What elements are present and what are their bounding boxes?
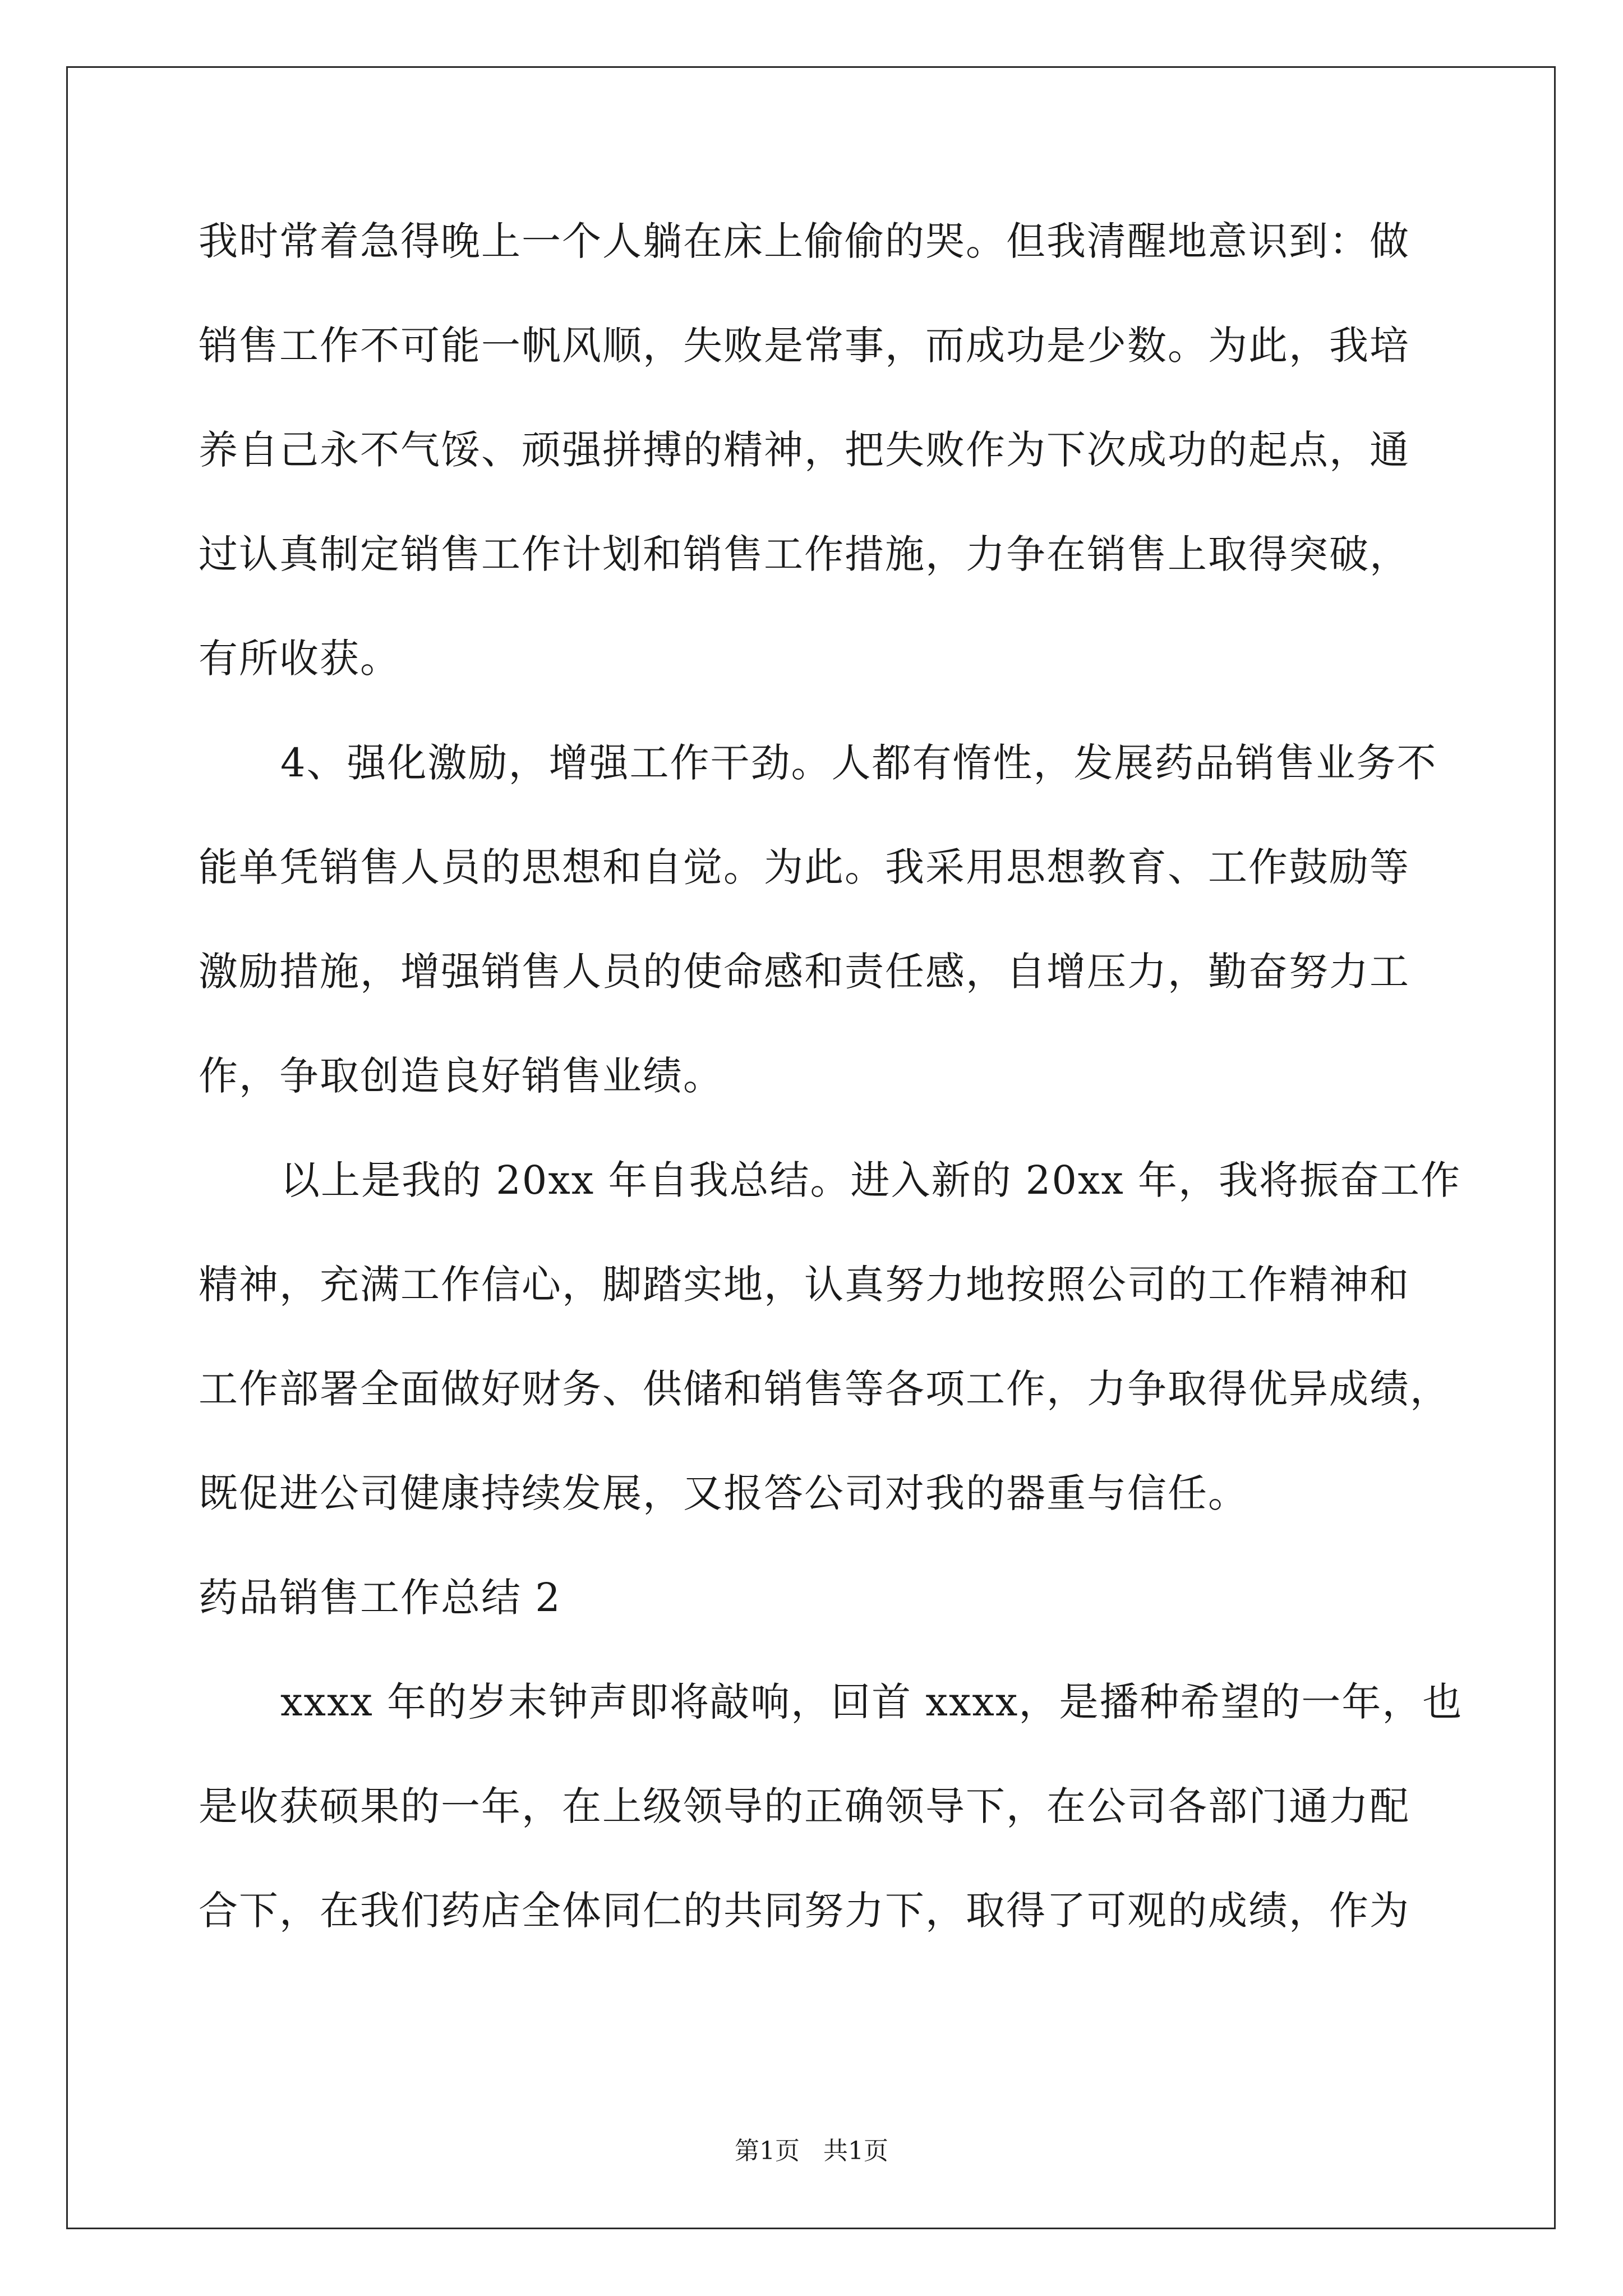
text-line: 以上是我的 20xx 年自我总结。进入新的 20xx 年，我将振奋工作: [280, 1157, 1461, 1203]
text-line: 精神，充满工作信心，脚踏实地，认真努力地按照公司的工作精神和: [199, 1262, 1410, 1308]
text-line: 我时常着急得晚上一个人躺在床上偷偷的哭。但我清醒地意识到：做: [199, 218, 1410, 264]
text-line: 4、强化激励，增强工作干劲。人都有惰性，发展药品销售业务不: [280, 740, 1437, 786]
text-line: xxxx 年的岁末钟声即将敲响，回首 xxxx，是播种希望的一年，也: [280, 1679, 1463, 1725]
text-line: 销售工作不可能一帆风顺，失败是常事，而成功是少数。为此，我培: [199, 323, 1410, 369]
text-line: 合下，在我们药店全体同仁的共同努力下，取得了可观的成绩，作为: [199, 1888, 1410, 1934]
text-line: 有所收获。: [199, 636, 400, 682]
text-line: 是收获硕果的一年，在上级领导的正确领导下，在公司各部门通力配: [199, 1783, 1410, 1829]
text-line: 能单凭销售人员的思想和自觉。为此。我采用思想教育、工作鼓励等: [199, 844, 1410, 890]
page-number-footer: 第1页 共1页: [735, 2137, 888, 2165]
section-heading: 药品销售工作总结 2: [199, 1575, 561, 1621]
text-line: 激励措施，增强销售人员的使命感和责任感，自增压力，勤奋努力工: [199, 949, 1410, 995]
text-line: 工作部署全面做好财务、供储和销售等各项工作，力争取得优异成绩，: [199, 1366, 1450, 1412]
text-line: 既促进公司健康持续发展，又报答公司对我的器重与信任。: [199, 1470, 1248, 1516]
text-line: 过认真制定销售工作计划和销售工作措施，力争在销售上取得突破，: [199, 531, 1410, 577]
text-line: 作，争取创造良好销售业绩。: [199, 1053, 723, 1099]
text-line: 养自己永不气馁、顽强拼搏的精神，把失败作为下次成功的起点，通: [199, 427, 1410, 473]
